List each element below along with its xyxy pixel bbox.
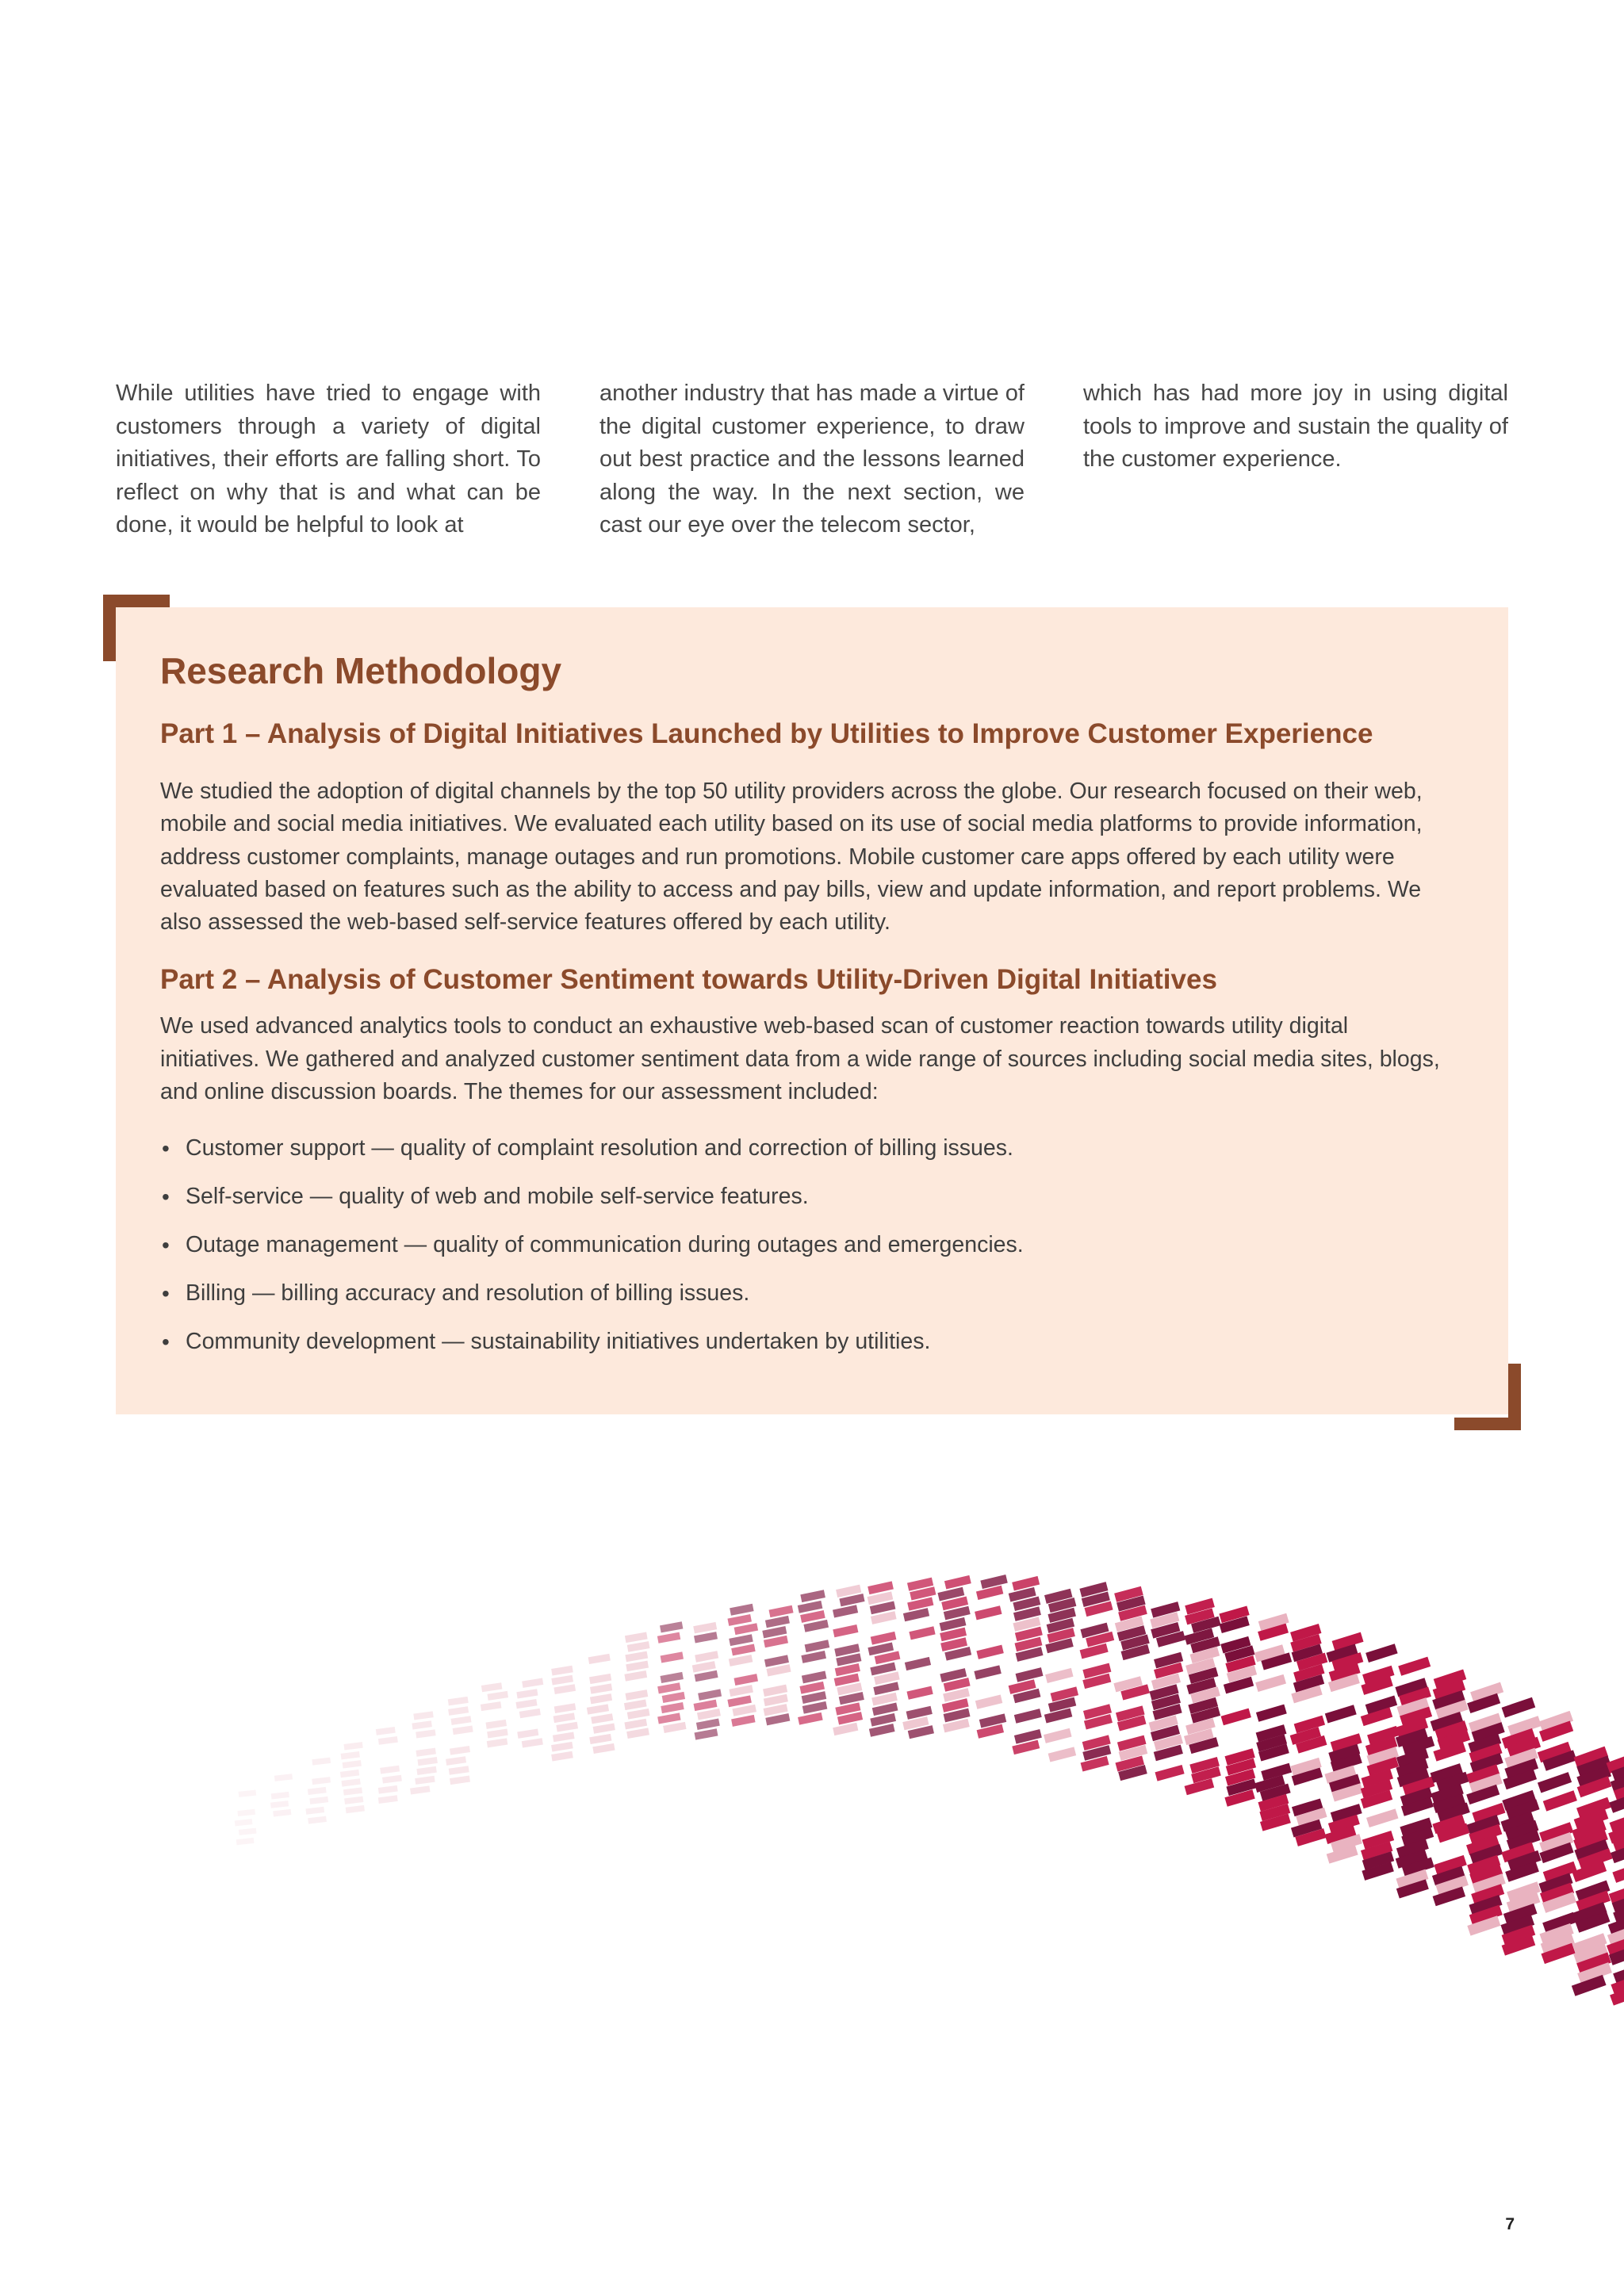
wave-tile (236, 1838, 255, 1845)
wave-tile (729, 1685, 753, 1697)
wave-tile (342, 1778, 361, 1786)
wave-tile (730, 1604, 753, 1616)
wave-tile (979, 1713, 1006, 1728)
wave-tile (695, 1670, 718, 1682)
list-item-text: Billing — billing accuracy and resolution of billing issues. (186, 1280, 750, 1307)
wave-tile (1044, 1728, 1071, 1743)
wave-tile (554, 1703, 576, 1713)
wave-tile (1366, 1808, 1398, 1827)
wave-tile (975, 1695, 1002, 1709)
wave-tile (625, 1689, 648, 1701)
wave-tile (344, 1797, 363, 1804)
wave-tile (627, 1641, 650, 1652)
wave-tile (551, 1751, 573, 1762)
wave-tile (1045, 1668, 1073, 1683)
wave-tile (487, 1691, 508, 1701)
wave-tile (729, 1634, 753, 1646)
wave-tile (657, 1712, 680, 1724)
wave-tile (805, 1640, 830, 1652)
intro-column-1: While utilities have tried to engage with customers through a variety of digital initiatives, their efforts are falling short. To reflect on why that is and what can be done, it would be helpful to look at (116, 381, 541, 538)
wave-tile (587, 1704, 609, 1714)
list-item (160, 1229, 1445, 1261)
list-item-text: Community development — sustainability initiatives undertaken by utilities. (186, 1329, 931, 1355)
wave-tile (833, 1723, 858, 1735)
wave-tile (624, 1670, 647, 1682)
wave-tile (450, 1746, 470, 1755)
wave-tile (1044, 1708, 1072, 1723)
wave-tile (592, 1743, 615, 1754)
list-item-text: Self-service — quality of web and mobile self-service features. (186, 1184, 809, 1210)
wave-tile (693, 1622, 717, 1633)
wave-tile (1365, 1644, 1397, 1663)
intro-column-3: which has had more joy in using digital tools to improve and sustain the quality of the customer experience. (1083, 381, 1508, 472)
wave-tile (589, 1734, 611, 1744)
wave-tile (977, 1724, 1004, 1739)
wave-tile (588, 1654, 611, 1664)
wave-tile (1538, 1772, 1572, 1793)
wave-tile (692, 1661, 716, 1672)
wave-tile (1048, 1747, 1076, 1762)
wave-tile (551, 1675, 573, 1686)
wave-tile (662, 1692, 685, 1703)
wave-tile (449, 1766, 469, 1775)
wave-tile (341, 1751, 360, 1759)
wave-tile (800, 1590, 825, 1602)
wave-tile (519, 1709, 541, 1718)
wave-tile (308, 1816, 327, 1824)
bullet-icon: • (162, 1281, 170, 1307)
wave-tile (731, 1715, 755, 1727)
wave-tile (515, 1699, 537, 1709)
wave-tile (1221, 1709, 1251, 1726)
wave-tile (661, 1702, 684, 1713)
wave-tile (416, 1729, 435, 1738)
wave-tile (657, 1632, 680, 1644)
wave-tile (694, 1632, 718, 1643)
wave-tile (412, 1720, 431, 1729)
wave-tile (556, 1722, 578, 1732)
wave-tile (1012, 1576, 1040, 1591)
wave-tile (446, 1756, 466, 1766)
wave-tile (975, 1605, 1002, 1620)
wave-tile (698, 1689, 722, 1700)
wave-tile (271, 1792, 289, 1800)
wave-tile (695, 1728, 718, 1739)
wave-tile (1014, 1709, 1042, 1724)
wave-tile (657, 1682, 680, 1693)
wave-tile (905, 1657, 931, 1670)
wave-tile (309, 1797, 328, 1804)
page-number: 7 (1505, 2215, 1515, 2233)
wave-tile (802, 1701, 828, 1714)
wave-tile (273, 1809, 291, 1817)
wave-tile (274, 1774, 293, 1781)
wave-tile (734, 1623, 758, 1635)
wave-tile (765, 1616, 790, 1628)
wave-tile (239, 1790, 257, 1797)
wave-tile (237, 1809, 255, 1816)
wave-tile (1016, 1667, 1044, 1682)
wave-tile (626, 1728, 649, 1739)
wave-tile (593, 1723, 615, 1733)
list-item (160, 1132, 1445, 1165)
wave-tile (415, 1776, 435, 1785)
wave-tile (694, 1700, 718, 1711)
wave-tile (625, 1651, 648, 1663)
wave-tile (727, 1614, 751, 1626)
wave-tile (378, 1785, 398, 1794)
bullet-icon: • (162, 1136, 170, 1161)
wave-tile (591, 1713, 613, 1724)
wave-tile (1325, 1705, 1357, 1723)
wave-tile (340, 1770, 359, 1777)
decorative-wave-graphic (0, 1443, 1624, 2204)
wave-tile (697, 1709, 721, 1720)
wave-tile (729, 1655, 753, 1667)
wave-tile (239, 1828, 257, 1835)
wave-tile (410, 1785, 430, 1794)
wave-tile (453, 1725, 473, 1735)
wave-tile (1612, 1861, 1624, 1883)
wave-tile (590, 1683, 612, 1693)
wave-tile (553, 1712, 576, 1723)
wave-tile (798, 1712, 823, 1725)
wave-tile (308, 1787, 327, 1795)
wave-tile (663, 1722, 686, 1733)
wave-tile (417, 1757, 437, 1766)
methodology-title: Research Methodology (160, 650, 562, 691)
wave-tile (1543, 1790, 1577, 1811)
wave-tile (343, 1787, 362, 1795)
wave-tile (487, 1728, 508, 1738)
wave-tile (625, 1632, 648, 1644)
wave-tile (909, 1626, 935, 1640)
wave-tile (661, 1651, 684, 1663)
wave-tile (553, 1732, 575, 1743)
wave-tile (416, 1748, 435, 1757)
wave-tile (833, 1624, 858, 1637)
wave-tile (481, 1682, 503, 1692)
bullet-icon: • (162, 1330, 170, 1355)
wave-tile (732, 1705, 756, 1716)
wave-tile (590, 1693, 612, 1704)
wave-tile (801, 1651, 826, 1663)
wave-tile (517, 1728, 538, 1738)
wave-tile (413, 1711, 433, 1720)
wave-tile (727, 1695, 751, 1707)
wave-tile (378, 1795, 398, 1804)
wave-tile (382, 1775, 402, 1784)
wave-tile (235, 1819, 253, 1826)
part2-heading: Part 2 – Analysis of Customer Sentiment towards Utility-Driven Digital Initiatives (160, 964, 1217, 996)
wave-tile (627, 1709, 650, 1720)
wave-tile (769, 1605, 794, 1617)
wave-tile (1398, 1657, 1431, 1676)
wave-tile (551, 1666, 573, 1676)
wave-tile (376, 1727, 396, 1735)
wave-tile (481, 1701, 502, 1711)
bullet-icon: • (162, 1233, 170, 1258)
wave-tile (1080, 1644, 1109, 1659)
wave-tile (589, 1674, 611, 1684)
wave-tile (976, 1645, 1003, 1659)
wave-tile (448, 1697, 469, 1706)
part2-paragraph: We used advanced analytics tools to conduct an exhaustive web-based scan of customer reaction towards utility digital initiatives. We gathered and analyzed customer sentiment data from a wide range of sources including social media sites, blogs, and online discussion boards. The themes for our assessment included: (160, 1013, 1440, 1105)
wave-tile (551, 1742, 573, 1752)
list-item (160, 1326, 1445, 1358)
wave-tile (906, 1706, 933, 1720)
wave-tile (624, 1700, 647, 1711)
wave-tile (522, 1738, 543, 1747)
bullet-icon: • (162, 1184, 170, 1210)
wave-tile (378, 1736, 398, 1745)
wave-tile (522, 1678, 543, 1688)
wave-tile (624, 1719, 647, 1730)
part1-heading: Part 1 – Analysis of Digital Initiatives Launched by Utilities to Improve Customer Experience (160, 718, 1373, 749)
wave-tile (305, 1807, 324, 1815)
list-item (160, 1181, 1445, 1213)
intro-column-2: another industry that has made a virtue of the digital customer experience, to draw out best practice and the lessons learned along the way. In the next section, we cast our eye over the telecom sector, (599, 381, 1025, 538)
wave-tile (270, 1800, 289, 1808)
wave-tile (696, 1719, 720, 1730)
wave-tile (485, 1720, 507, 1729)
wave-tile (660, 1621, 683, 1632)
wave-tile (1155, 1765, 1184, 1781)
corner-bracket-bottom-right (1454, 1364, 1521, 1430)
wave-tile (487, 1738, 508, 1747)
wave-tile (907, 1597, 933, 1610)
wave-tile (974, 1665, 1001, 1679)
wave-tile (1255, 1674, 1286, 1692)
wave-tile (416, 1766, 436, 1775)
wave-tile (980, 1575, 1007, 1589)
wave-tile (1502, 1697, 1536, 1718)
wave-tile (626, 1661, 649, 1672)
wave-tile (380, 1766, 400, 1774)
wave-tile (1256, 1705, 1287, 1722)
part1-paragraph: We studied the adoption of digital channels by the top 50 utility providers across the globe. Our research focused on their web, mobile and social media initiatives. We evaluated each utility based on its use of social media platforms to provide information, address customer complaints, manage outages and run promotions. Mobile customer care apps offered by each utility were evaluated based on features such as the ability to access and pay bills, view and update information, and report problems. We also assessed the web-based self-service features offered by each utility. (160, 779, 1423, 936)
themes-list (160, 1132, 1445, 1358)
wave-tile (343, 1742, 362, 1750)
wave-tile (553, 1684, 576, 1694)
wave-tile (944, 1575, 971, 1590)
wave-tile (312, 1777, 331, 1785)
intro-columns (116, 377, 1508, 542)
wave-tile (906, 1686, 933, 1700)
wave-tile (660, 1672, 683, 1683)
wave-tile (903, 1608, 929, 1621)
wave-tile (731, 1644, 755, 1655)
wave-tile (450, 1776, 470, 1785)
wave-tile (695, 1651, 718, 1662)
wave-tile (312, 1758, 331, 1766)
wave-tile (734, 1674, 758, 1686)
list-item-text: Outage management — quality of communication during outages and emergencies. (186, 1232, 1024, 1258)
wave-tile (516, 1689, 538, 1698)
list-item (160, 1277, 1445, 1310)
wave-tile (450, 1716, 471, 1725)
wave-tile (871, 1632, 897, 1645)
research-methodology-box (116, 607, 1508, 1414)
wave-tile (343, 1760, 362, 1768)
wave-tile (833, 1605, 858, 1617)
wave-tile (976, 1586, 1003, 1600)
wave-tile (346, 1805, 365, 1813)
list-item-text: Customer support — quality of complaint resolution and correction of billing issues. (186, 1135, 1013, 1161)
wave-tile (448, 1706, 469, 1716)
